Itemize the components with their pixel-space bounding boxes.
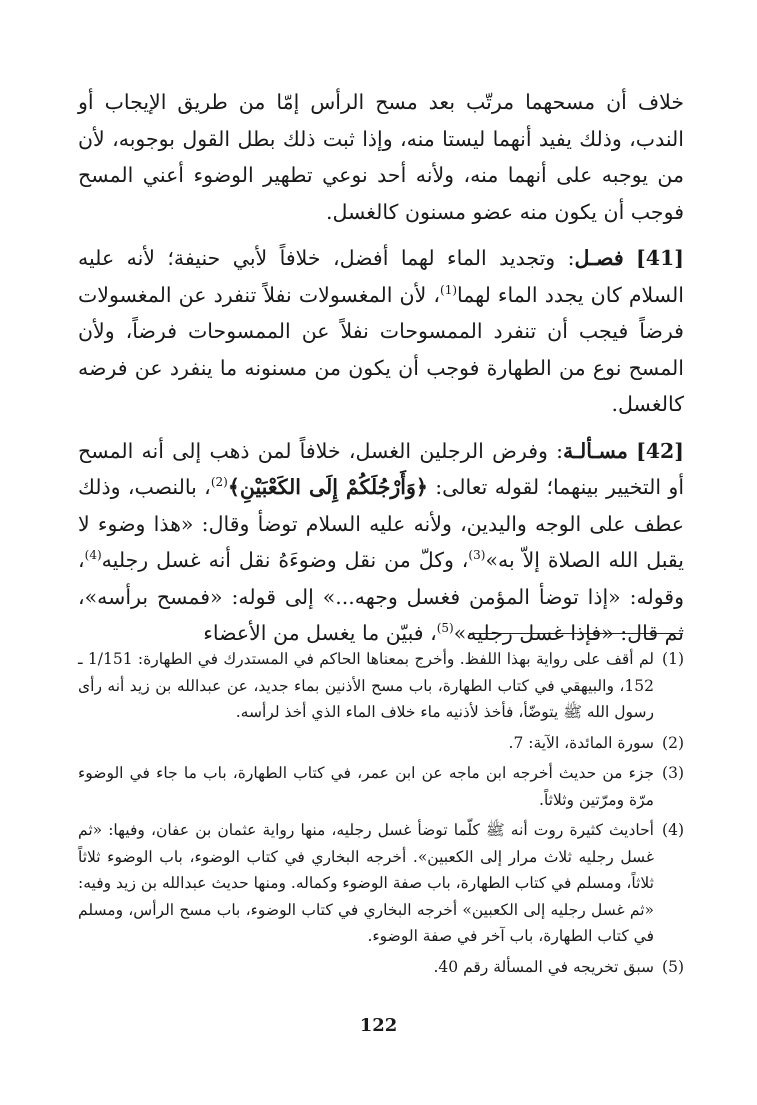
- paragraph-41: [78, 240, 684, 423]
- paragraph-body: خلاف أن مسحهما مرتّب بعد مسح الرأس إمّا من طريق الإيجاب أو الندب، وذلك يفيد أنهما ليستا منه، وإذا ثبت ذلك بطل القول بوجوبه، لأن من يوجبه على أنهما منه، ولأنه أحد نوعي تطهير الوضوء أعني المسح فوجب أن يكون منه عضو مسنون كالغسل.: [78, 90, 684, 224]
- footnote-separator: [469, 633, 683, 634]
- paragraph-text: ، فبيّن ما يغسل من الأعضاء: [203, 621, 437, 645]
- footnotes: [78, 646, 684, 984]
- footnote-text: أحاديث كثيرة روت أنه ﷺ كلّما توضأ غسل رجليه، منها رواية عثمان بن عفان، وفيها: «ثم غسل رجليه ثلاث مرار إلى الكعبين». أخرجه البخاري في كتاب الوضوء، باب الوضوء ثلاثاً ثلاثاً، ومسلم في كتاب الطهارة، باب صفة الوضوء وكماله. ومنها حديث عبدالله بن زيد وفيه: «ثم غسل رجليه إلى الكعبين» أخرجه البخاري في كتاب الوضوء، باب مسح الرأس، ومسلم في كتاب الطهارة، باب آخر في صفة الوضوء.: [78, 821, 654, 945]
- footnote-text: جزء من حديث أخرجه ابن ماجه عن ابن عمر، في كتاب الطهارة، باب ما جاء في الوضوء مرّة ومرّتين وثلاثاً.: [78, 764, 654, 809]
- footnote-ref[interactable]: (2): [210, 475, 228, 490]
- footnote-number: (1): [662, 650, 684, 668]
- footnote-ref[interactable]: (1): [440, 282, 458, 297]
- footnote-ref[interactable]: (5): [436, 621, 454, 636]
- footnote-item: [78, 730, 684, 757]
- footnote-ref[interactable]: (3): [468, 548, 486, 563]
- paragraph-text: ، بالنصب، وذلك عطف على الوجه واليدين، ولأنه عليه السلام توضأ وقال: «هذا وضوء لا يقبل الله الصلاة إلاّ به»: [78, 475, 684, 572]
- footnote-ref[interactable]: (4): [84, 548, 102, 563]
- page-number: 122: [359, 1015, 398, 1036]
- footnote-text: لم أقف على رواية بهذا اللفظ. وأخرج بمعناها الحاكم في المستدرك في الطهارة: 1/151 ـ 152، والبيهقي في كتاب الطهارة، باب مسح الأذنين بماء جديد، عن عبدالله بن زيد أنه رأى رسول الله ﷺ يتوضّأ، فأخذ لأذنيه ماء خلاف الماء الذي أخذ لرأسه.: [78, 650, 654, 721]
- footnote-item: [78, 817, 684, 950]
- footnote-text: سورة المائدة، الآية: 7.: [508, 733, 654, 752]
- paragraph-text: : وفرض الرجلين الغسل، خلافاً لمن ذهب إلى أنه المسح أو التخيير بينهما؛ لقوله تعالى:: [78, 438, 685, 499]
- footnote-number: (5): [662, 957, 684, 976]
- footnote-item: [78, 954, 684, 981]
- quran-verse: ﴿وَأَرْجُلَكُمْ إِلَى الكَعْبَيْنِ﴾: [227, 475, 428, 499]
- paragraph-text: ، وقوله: «إذا توضأ المؤمن فغسل وجهه...» إلى قوله: «فمسح برأسه»، ثم قال: «فإذا غسل رجليه»: [78, 548, 684, 645]
- footnote-item: [78, 760, 684, 813]
- section-number: [42]: [636, 438, 684, 463]
- paragraph-42: [78, 433, 684, 652]
- paragraph-text: ، وكلّ من نقل وضوءَهُ نقل أنه غسل رجليه: [101, 548, 469, 572]
- footnote-number: (3): [662, 764, 684, 782]
- section-keyword: فصـل: [574, 246, 624, 270]
- section-number: [41]: [636, 246, 684, 270]
- paragraph-text: : وتجديد الماء لهما أفضل، خلافاً لأبي حنيفة؛ لأنه عليه السلام كان يجدد الماء لهما: [78, 246, 684, 307]
- main-text: [78, 84, 684, 662]
- footnote-item: [78, 646, 684, 726]
- footnote-text: سبق تخريجه في المسألة رقم 40.: [433, 957, 654, 976]
- section-keyword: مسـألـة: [563, 438, 628, 463]
- paragraph-continuation: [78, 84, 684, 230]
- footnote-number: (2): [662, 733, 684, 752]
- footnote-number: (4): [662, 821, 684, 839]
- paragraph-text: ، لأن المغسولات نفلاً تنفرد عن المغسولات فرضاً فيجب أن تنفرد الممسوحات نفلاً عن الممسوحات فرضاً، ولأن المسح نوع من الطهارة فوجب أن يكون من مسنونه ما ينفرد عن فرضه كالغسل.: [78, 282, 684, 416]
